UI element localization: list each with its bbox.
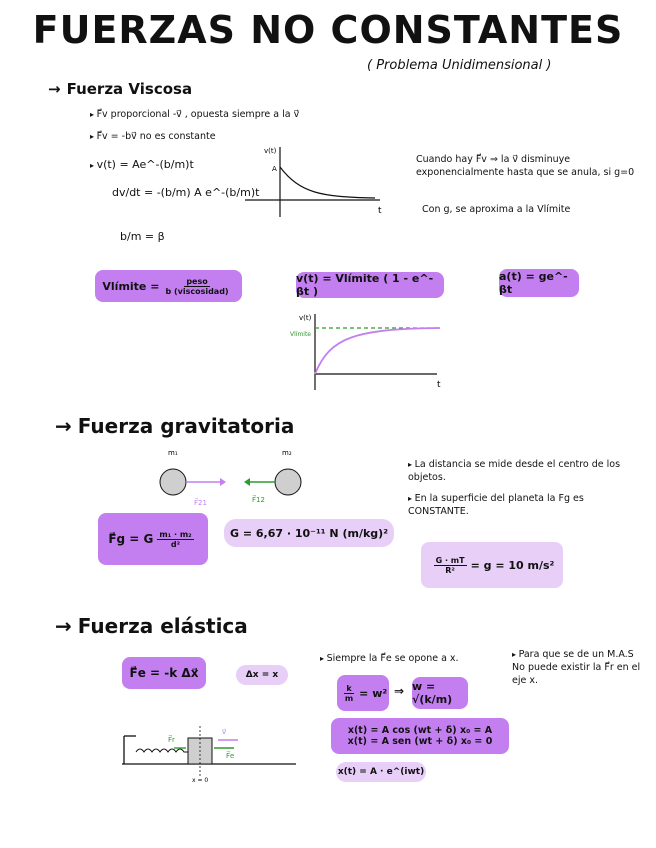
g-fraction [434, 556, 467, 575]
spring-diagram [118, 722, 300, 784]
gravity-diagram [150, 445, 320, 510]
graph2-y-label: v(t) [299, 314, 312, 322]
f12-arrowhead-icon [244, 478, 250, 486]
xt-cos: x(t) = A cos (wt + δ) x₀ = A [347, 725, 493, 736]
w2-formula-box [337, 675, 389, 711]
fg-formula-box [98, 513, 208, 565]
xt-formulas-box [331, 718, 509, 754]
viscosa-bullet-3: ▸ v(t) = Ae^-(b/m)t [90, 158, 194, 172]
m1-label: m₁ [168, 449, 178, 457]
fg-lhs: F⃗g = G [108, 532, 154, 546]
m2-label: m₂ [282, 449, 292, 457]
heading-text: Fuerza gravitatoria [77, 414, 295, 438]
graph2-vlim-label: Vlímite [290, 331, 311, 338]
mass-2-circle [275, 469, 301, 495]
graph-x-label: t [378, 206, 382, 216]
fe-label: F⃗e [226, 752, 235, 760]
heading-text: Fuerza Viscosa [66, 80, 193, 98]
vlimite-fraction [163, 277, 230, 296]
decay-curve [280, 167, 375, 198]
f21-label: F⃗21 [194, 499, 207, 507]
decay-graph [240, 145, 390, 220]
arrow-right-icon: → [55, 414, 72, 438]
fg-num: m₁ · m₂ [159, 529, 192, 539]
viscosa-bullet-2: ▸ F⃗v = -bv⃗ no es constante [90, 130, 216, 143]
viscosa-beta: b/m = β [120, 230, 165, 243]
vt-formula-box: v(t) = Vlímite ( 1 - e^-βt ) [296, 272, 444, 298]
section-heading-gravitatoria [55, 414, 294, 438]
w2-den: m [344, 693, 354, 703]
fg-fraction [157, 530, 193, 549]
elastica-note-1: ▸ Siempre la F⃗e se opone a x. [320, 652, 459, 665]
gravitatoria-note-1: ▸ La distancia se mide desde el centro de los objetos. [408, 458, 638, 484]
f12-label: F⃗12 [252, 496, 265, 504]
viscosa-derivative: dv/dt = -(b/m) A e^-(b/m)t [112, 186, 260, 199]
w2-rhs: = w² [359, 686, 388, 700]
vlimite-curve [315, 328, 440, 374]
implies-icon: ⇒ [394, 684, 405, 698]
g-num: G · mT [435, 555, 465, 565]
fe-formula-box: F⃗e = -k Δx⃗ [122, 657, 206, 689]
mass-1-circle [160, 469, 186, 495]
section-heading-viscosa [48, 80, 192, 98]
g-constant-box: G = 6,67 · 10⁻¹¹ N (m/kg)² [224, 519, 394, 547]
g-surface-box [421, 542, 563, 588]
viscosa-note-1: Cuando hay F⃗v ⇒ la v⃗ disminuye exponencialmente hasta que se anula, si g=0 [416, 154, 635, 178]
dx-box: Δx = x [236, 665, 288, 685]
xt-exp-box: x(t) = A · e^(iwt) [336, 762, 426, 782]
vlimite-formula-box [95, 270, 242, 302]
w2-num: k [346, 683, 352, 693]
xt-sen: x(t) = A sen (wt + δ) x₀ = 0 [347, 736, 493, 747]
vlimite-num: peso [186, 276, 208, 286]
graph-a-label: A [272, 165, 277, 173]
fr-label: F⃗r [168, 736, 175, 744]
page-subtitle: ( Problema Unidimensional ) [367, 58, 552, 73]
arrow-right-icon: → [55, 614, 72, 638]
g-den: R² [445, 565, 455, 575]
x0-label: x = 0 [192, 777, 209, 784]
section-heading-elastica [55, 614, 248, 638]
at-formula-box: a(t) = ge^-βt [499, 269, 579, 297]
w2-fraction [343, 684, 355, 703]
f21-arrowhead-icon [220, 478, 226, 486]
fg-den: d² [170, 539, 181, 549]
vlimite-graph [285, 312, 450, 392]
page-title: FUERZAS NO CONSTANTES [32, 8, 624, 52]
graph-y-label: v(t) [264, 147, 277, 155]
graph2-x-label: t [437, 380, 441, 390]
gravitatoria-note-2: ▸ En la superficie del planeta la Fg es CONSTANTE. [408, 492, 638, 518]
g-rhs: = g = 10 m/s² [470, 558, 555, 572]
viscosa-bullet-1: ▸ F⃗v proporcional -v⃗ , opuesta siempre a la v⃗ [90, 108, 299, 121]
spring-coil [136, 749, 190, 752]
viscosa-note-2: Con g, se aproxima a la Vlímite [422, 204, 571, 215]
arrow-right-icon: → [48, 80, 61, 98]
vlimite-den: b (viscosidad) [165, 286, 229, 296]
elastica-note-2: ▸ Para que se de un M.A.S No puede existir la F⃗r en el eje x. [512, 648, 644, 687]
vlimite-lhs: Vlímite = [102, 279, 160, 293]
w-formula-box: w = √(k/m) [412, 677, 468, 709]
heading-text: Fuerza elástica [77, 614, 248, 638]
v-label: v⃗ [222, 728, 227, 736]
